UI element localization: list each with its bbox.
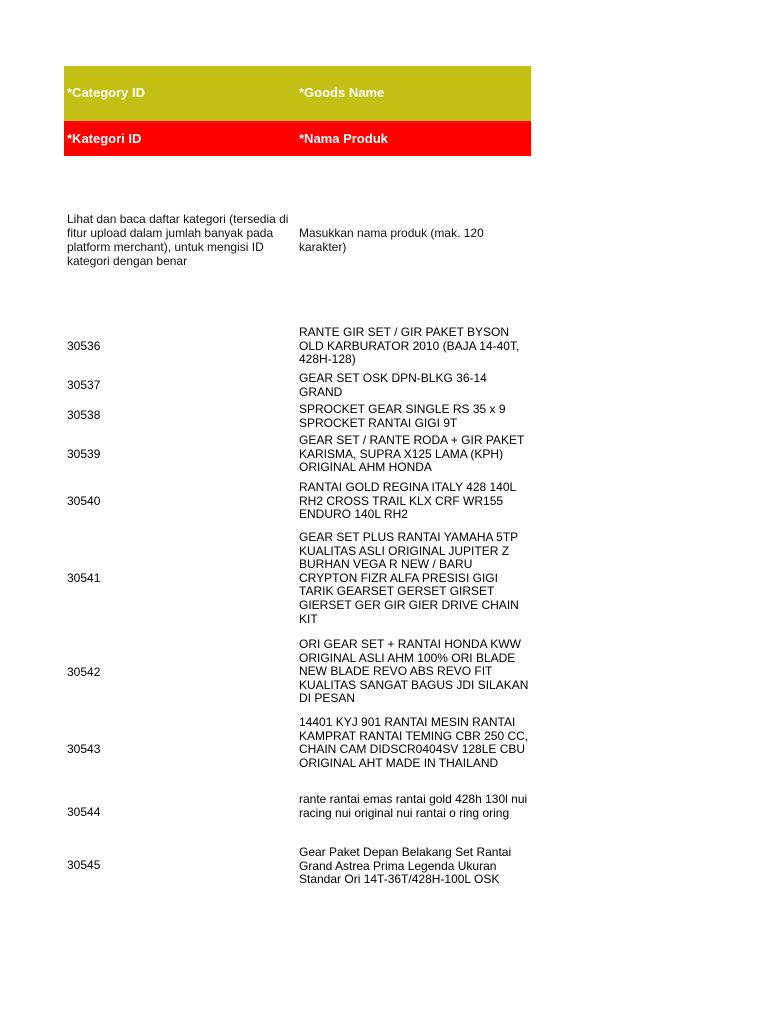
row-category-id: 30540: [67, 494, 101, 508]
row-category-id: 30538: [67, 408, 101, 422]
header-goods-name-id: *Nama Produk: [299, 131, 388, 146]
row-category-id: 30539: [67, 447, 101, 461]
row-product-name: SPROCKET GEAR SINGLE RS 35 x 9 SPROCKET RANTAI GIGI 9T: [299, 402, 506, 430]
header-row-indonesian: [64, 121, 531, 156]
row-product-name: Gear Paket Depan Belakang Set Rantai Grand Astrea Prima Legenda Ukuran Standar Ori 14T-36T/428H-100L OSK: [299, 845, 512, 887]
header-row-english: [64, 66, 531, 121]
header-category-id-en: *Category ID: [67, 85, 146, 100]
row-category-id: 30541: [67, 571, 101, 585]
header-goods-name-en: *Goods Name: [299, 85, 385, 100]
row-product-name: GEAR SET / RANTE RODA + GIR PAKET KARISMA, SUPRA X125 LAMA (KPH) ORIGINAL AHM HONDA: [299, 433, 525, 475]
row-product-name: ORI GEAR SET + RANTAI HONDA KWW ORIGINAL ASLI AHM 100% ORI BLADE NEW BLADE REVO ABS REVO FIT KUALITAS SANGAT BAGUS JDI SILAKAN DI PESAN: [299, 637, 529, 706]
row-product-name: RANTE GIR SET / GIR PAKET BYSON OLD KARBURATOR 2010 (BAJA 14-40T, 428H-128): [299, 325, 520, 367]
header-category-id-id: *Kategori ID: [67, 131, 142, 146]
instruction-category-id: Lihat dan baca daftar kategori (tersedia di fitur upload dalam jumlah banyak pada platform merchant), untuk mengisi ID kategori dengan benar: [67, 212, 289, 268]
row-product-name: RANTAI GOLD REGINA ITALY 428 140L RH2 CROSS TRAIL KLX CRF WR155 ENDURO 140L RH2: [299, 480, 516, 522]
row-category-id: 30543: [67, 742, 101, 756]
row-category-id: 30544: [67, 805, 101, 819]
instruction-product-name: Masukkan nama produk (mak. 120 karakter): [299, 226, 484, 254]
row-category-id: 30536: [67, 339, 101, 353]
row-category-id: 30545: [67, 858, 101, 872]
row-category-id: 30542: [67, 665, 101, 679]
row-product-name: 14401 KYJ 901 RANTAI MESIN RANTAI KAMPRAT RANTAI TEMING CBR 250 CC, CHAIN CAM DIDSCR0404SV 128LE CBU ORIGINAL AHT MADE IN THAILAND: [299, 715, 529, 770]
row-product-name: rante rantai emas rantai gold 428h 130l nui racing nui original nui rantai o ring oring: [299, 792, 528, 820]
row-product-name: GEAR SET OSK DPN-BLKG 36-14 GRAND: [299, 371, 487, 399]
row-category-id: 30537: [67, 378, 101, 392]
row-product-name: GEAR SET PLUS RANTAI YAMAHA 5TP KUALITAS ASLI ORIGINAL JUPITER Z BURHAN VEGA R NEW / BARU CRYPTON FIZR ALFA PRESISI GIGI TARIK GEARSET GERSET GIRSET GIERSET GER GIR GIER DRIVE CHAIN KIT: [299, 530, 519, 626]
